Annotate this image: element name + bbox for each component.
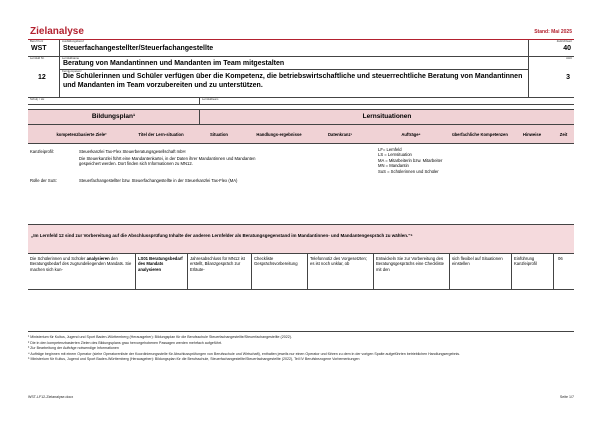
footnote: ⁵ Ministerium für Kultus, Jugend und Sport Baden-Württemberg (Herausgeber): Bildungsplan für die Berufsschule, Steuerfachangestellte/Steuerfachangestellte (2022), Teil IV Berufsbezogene Vorbemerkungen bbox=[28, 357, 360, 362]
col-ergebnisse: Handlungs-ergebnisse bbox=[256, 131, 302, 137]
stand-date: Stand: Mai 2025 bbox=[534, 29, 572, 35]
col-situation: Situation bbox=[210, 131, 228, 137]
col-datenkranz: Datenkranz³ bbox=[328, 131, 352, 137]
label-ausbildungsberuf: Ausbildungsberuf bbox=[62, 39, 84, 43]
col-ziele: kompetenzbasierte Ziele² bbox=[56, 131, 107, 137]
zeitrichtwert-value: 40 bbox=[563, 45, 571, 52]
label-berufkurz: Beruf Kurz bbox=[30, 39, 44, 43]
legend-item: SuS = Schülerinnen und Schüler bbox=[378, 168, 439, 174]
footer-page-number: Seite 1/7 bbox=[559, 395, 574, 399]
footer-filename: WST-LF12-Zielanalyse.docx bbox=[28, 395, 74, 399]
document-page bbox=[28, 28, 574, 290]
title-bar bbox=[28, 28, 574, 40]
quote-text: „Im Lernfeld 12 sind zur Vorbereitung auf die Abschlussprüfung Inhalte der anderen Lernfelder als Beratungsgegenstand im Mandantinnen- und Mandantengespräch zu wählen.“⁵ bbox=[31, 233, 413, 238]
bildungsplan-heading: Bildungsplan¹ bbox=[91, 113, 136, 120]
label-zeitrichtwert: Zeitrichtwert bbox=[556, 39, 572, 43]
kanzleiprofil-block bbox=[28, 144, 574, 225]
col-zeit: Zeit bbox=[559, 131, 568, 137]
label-schuljahr: Schulj. / LH bbox=[30, 97, 45, 101]
rolle-label: Rolle der SuS: bbox=[30, 178, 57, 183]
label-lernfeldname: Lernfeldname bbox=[62, 56, 80, 60]
label-lernfeld-nr: Lernfeld Nr. bbox=[30, 56, 45, 60]
abbreviation-legend bbox=[378, 147, 442, 174]
kanzlei-label: Kanzleiprofil: bbox=[30, 149, 54, 154]
lernfeld-name: Beratung von Mandantinnen und Mandanten im Team mitgestalten bbox=[63, 60, 285, 67]
ls-title: LS01 Beratungsbedarf des Mandats analysieren bbox=[138, 256, 183, 272]
footnote: ² Die in den kompetenzbasierten Zielen des Bildungsplans grau hervorgehobenen Passagen werden mehrfach aufgeführt. bbox=[28, 340, 222, 345]
lernfeld-quote bbox=[28, 225, 574, 254]
beruf-name: Steuerfachangestellter/Steuerfachangestellte bbox=[63, 45, 214, 52]
datenkranz-cell: Telefonnotiz des Vorgesetzten; es ist noch unklar, ob bbox=[310, 256, 368, 267]
table-row bbox=[28, 254, 574, 290]
label-lernfeldteam: Lernfeldteam bbox=[202, 97, 219, 101]
footnote: ¹ Ministerium für Kultus, Jugend und Sport Baden-Württemberg (Herausgeber): Bildungsplan für die Berufsschule Steuerfachangestellte/Steuerfachangestellte (2022). bbox=[28, 335, 292, 339]
kanzlei-name: Steuerkanzlei Tax-Flex Steuerberatungsgesellschaft mbH bbox=[79, 149, 186, 154]
footnote: ³ Zur Bearbeitung der Aufträge notwendige Informationen bbox=[28, 346, 119, 351]
schuljahr-row bbox=[28, 98, 574, 105]
lernfeld-row bbox=[28, 57, 574, 98]
ziel-cell: Die Schülerinnen und Schüler analysieren den Beratungsbedarf des zugrundeliegenden Mandats. Sie machen sich kun- bbox=[30, 256, 132, 272]
col-kompetenzen: überfachliche Kompetenzen bbox=[452, 131, 508, 137]
kanzlei-text: Die Steuerkanzlei führt eine Mandantenkartei, in der Daten ihrer Mandantinnen und Mandanten gespeichert werden. Dort finden sich Informationen zu MN12. bbox=[79, 156, 256, 167]
ahu-value: 3 bbox=[566, 74, 570, 81]
ergebnisse-cell: Checkliste Gesprächsvorbereitung bbox=[254, 256, 298, 267]
lernfeld-kompetenz: Die Schülerinnen und Schüler verfügen über die Kompetenz, die betriebswirtschaftliche und steuerrechtliche Beratung von Mandantinnen und Mandanten im Team vorzubereiten und zu unterstützen. bbox=[63, 73, 523, 89]
rolle-text: Steuerfachangestellter bzw. Steuerfachangestellte in der Steuerkanzlei Tax-Flex (MA) bbox=[79, 178, 238, 183]
legend-item: MA = Mitarbeiterin bzw. Mitarbeiter bbox=[378, 157, 443, 163]
page-footer bbox=[28, 395, 574, 399]
kompetenzen-cell: sich flexibel auf Situationen einstellen bbox=[452, 256, 503, 267]
legend-item: MN = Mandantin bbox=[378, 163, 409, 169]
hinweise-cell: Einführung Kanzleiprofil bbox=[514, 256, 537, 267]
footnote: ⁴ Aufträge beginnen mit einem Operator (siehe Operatorenliste der Koordinierungsstelle für Abschlussprüfungen von Berufsschule und Wirtschaft), enthalten jeweils nur einen Operator und führen zu dem in der vorigen Spalte aufgeführten betrieblichen Handlungsergebnis. bbox=[28, 351, 461, 356]
col-titel: Titel der Lern-situation bbox=[138, 131, 184, 137]
beruf-row bbox=[28, 40, 574, 57]
label-kernkompetenz: Kernkompetenz bbox=[62, 68, 82, 73]
situation-cell: Jahresabschluss für MN12 ist erstellt, Bilanzgespräch zur Erläute- bbox=[190, 256, 245, 272]
label-ahu: AHU bbox=[566, 56, 572, 60]
beruf-kurz: WST bbox=[31, 45, 47, 52]
col-hinweise: Hinweise bbox=[522, 131, 542, 137]
legend-item: LF= Lernfeld bbox=[378, 147, 402, 152]
lernfeld-nr: 12 bbox=[38, 74, 46, 81]
section-header bbox=[28, 109, 574, 125]
page-title: Zielanalyse bbox=[30, 26, 84, 37]
column-headers bbox=[28, 125, 574, 144]
zeit-cell: 06 bbox=[558, 256, 563, 261]
footnotes bbox=[28, 331, 574, 362]
auftraege-cell: Entwickeln Sie zur Vorbereitung des Beratungsgesprächs eine Checkliste mit den bbox=[376, 256, 444, 272]
legend-item: LS = Lernsituation bbox=[378, 152, 412, 158]
col-auftraege: Aufträge⁴ bbox=[401, 131, 421, 137]
lernsituationen-heading: Lernsituationen bbox=[362, 113, 412, 120]
